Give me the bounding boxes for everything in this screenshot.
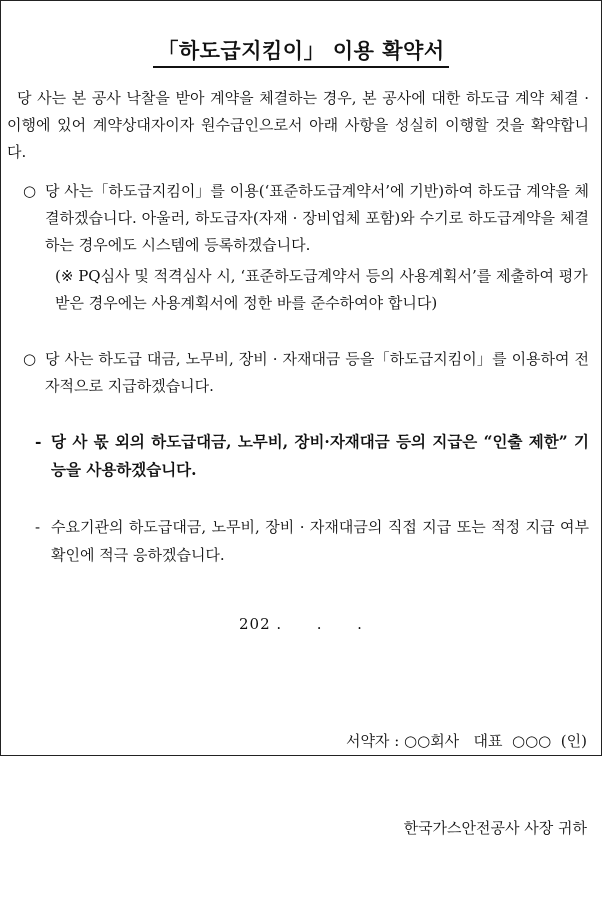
dash-bullet-icon: -: [35, 432, 42, 451]
document-title: [1, 35, 601, 65]
circle-bullet-icon: ○: [23, 182, 37, 200]
addressee-line: 한국가스안전공사 사장 귀하: [403, 819, 587, 837]
dash-2-text: 수요기관의 하도급대금, 노무비, 장비 · 자재대금의 직접 지급 또는 적정 지급 여부 확인에 적극 응하겠습니다.: [51, 518, 589, 564]
bullet-item-2: [23, 346, 589, 400]
signer-line: 서약자 : ○○회사 대표 ○○○ (인): [345, 732, 587, 750]
signature-block: [346, 669, 587, 901]
dash-bullet-icon: -: [35, 518, 41, 536]
dash-item-withdrawal-limit: [35, 428, 589, 484]
bullet-item-1: [23, 178, 589, 259]
dash-item-direct-payment: [35, 513, 589, 569]
circle-bullet-icon: ○: [23, 350, 37, 368]
dash-1-text: 당 사 몫 외의 하도급대금, 노무비, 장비·자재대금 등의 지급은 “인출 제한” 기능을 사용하겠습니다.: [51, 432, 589, 479]
date-line: 202 . . .: [239, 615, 363, 633]
title-text: 「하도급지킴이」 이용 확약서: [153, 38, 448, 68]
bullet-2-text: 당 사는 하도급 대금, 노무비, 장비 · 자재대금 등을「하도급지킴이」를 이용하여 전자적으로 지급하겠습니다.: [45, 350, 589, 395]
intro-paragraph: 당 사는 본 공사 낙찰을 받아 계약을 체결하는 경우, 본 공사에 대한 하도급 계약 체결 · 이행에 있어 계약상대자이자 원수급인으로서 아래 사항을 성실히 이행할 것을 확약합니다.: [7, 89, 589, 161]
pq-note: (※ PQ심사 및 적격심사 시, ‘표준하도급계약서 등의 사용계획서’를 제출하여 평가받은 경우에는 사용계획서에 정한 바를 준수하여야 합니다): [55, 267, 588, 312]
bullet-1-text: 당 사는「하도급지킴이」를 이용(‘표준하도급계약서’에 기반)하여 하도급 계약을 체결하겠습니다. 아울러, 하도급자(자재 · 장비업체 포함)와 수기로 하도급계약을 체결하는 경우에도 시스템에 등록하겠습니다.: [45, 182, 589, 254]
